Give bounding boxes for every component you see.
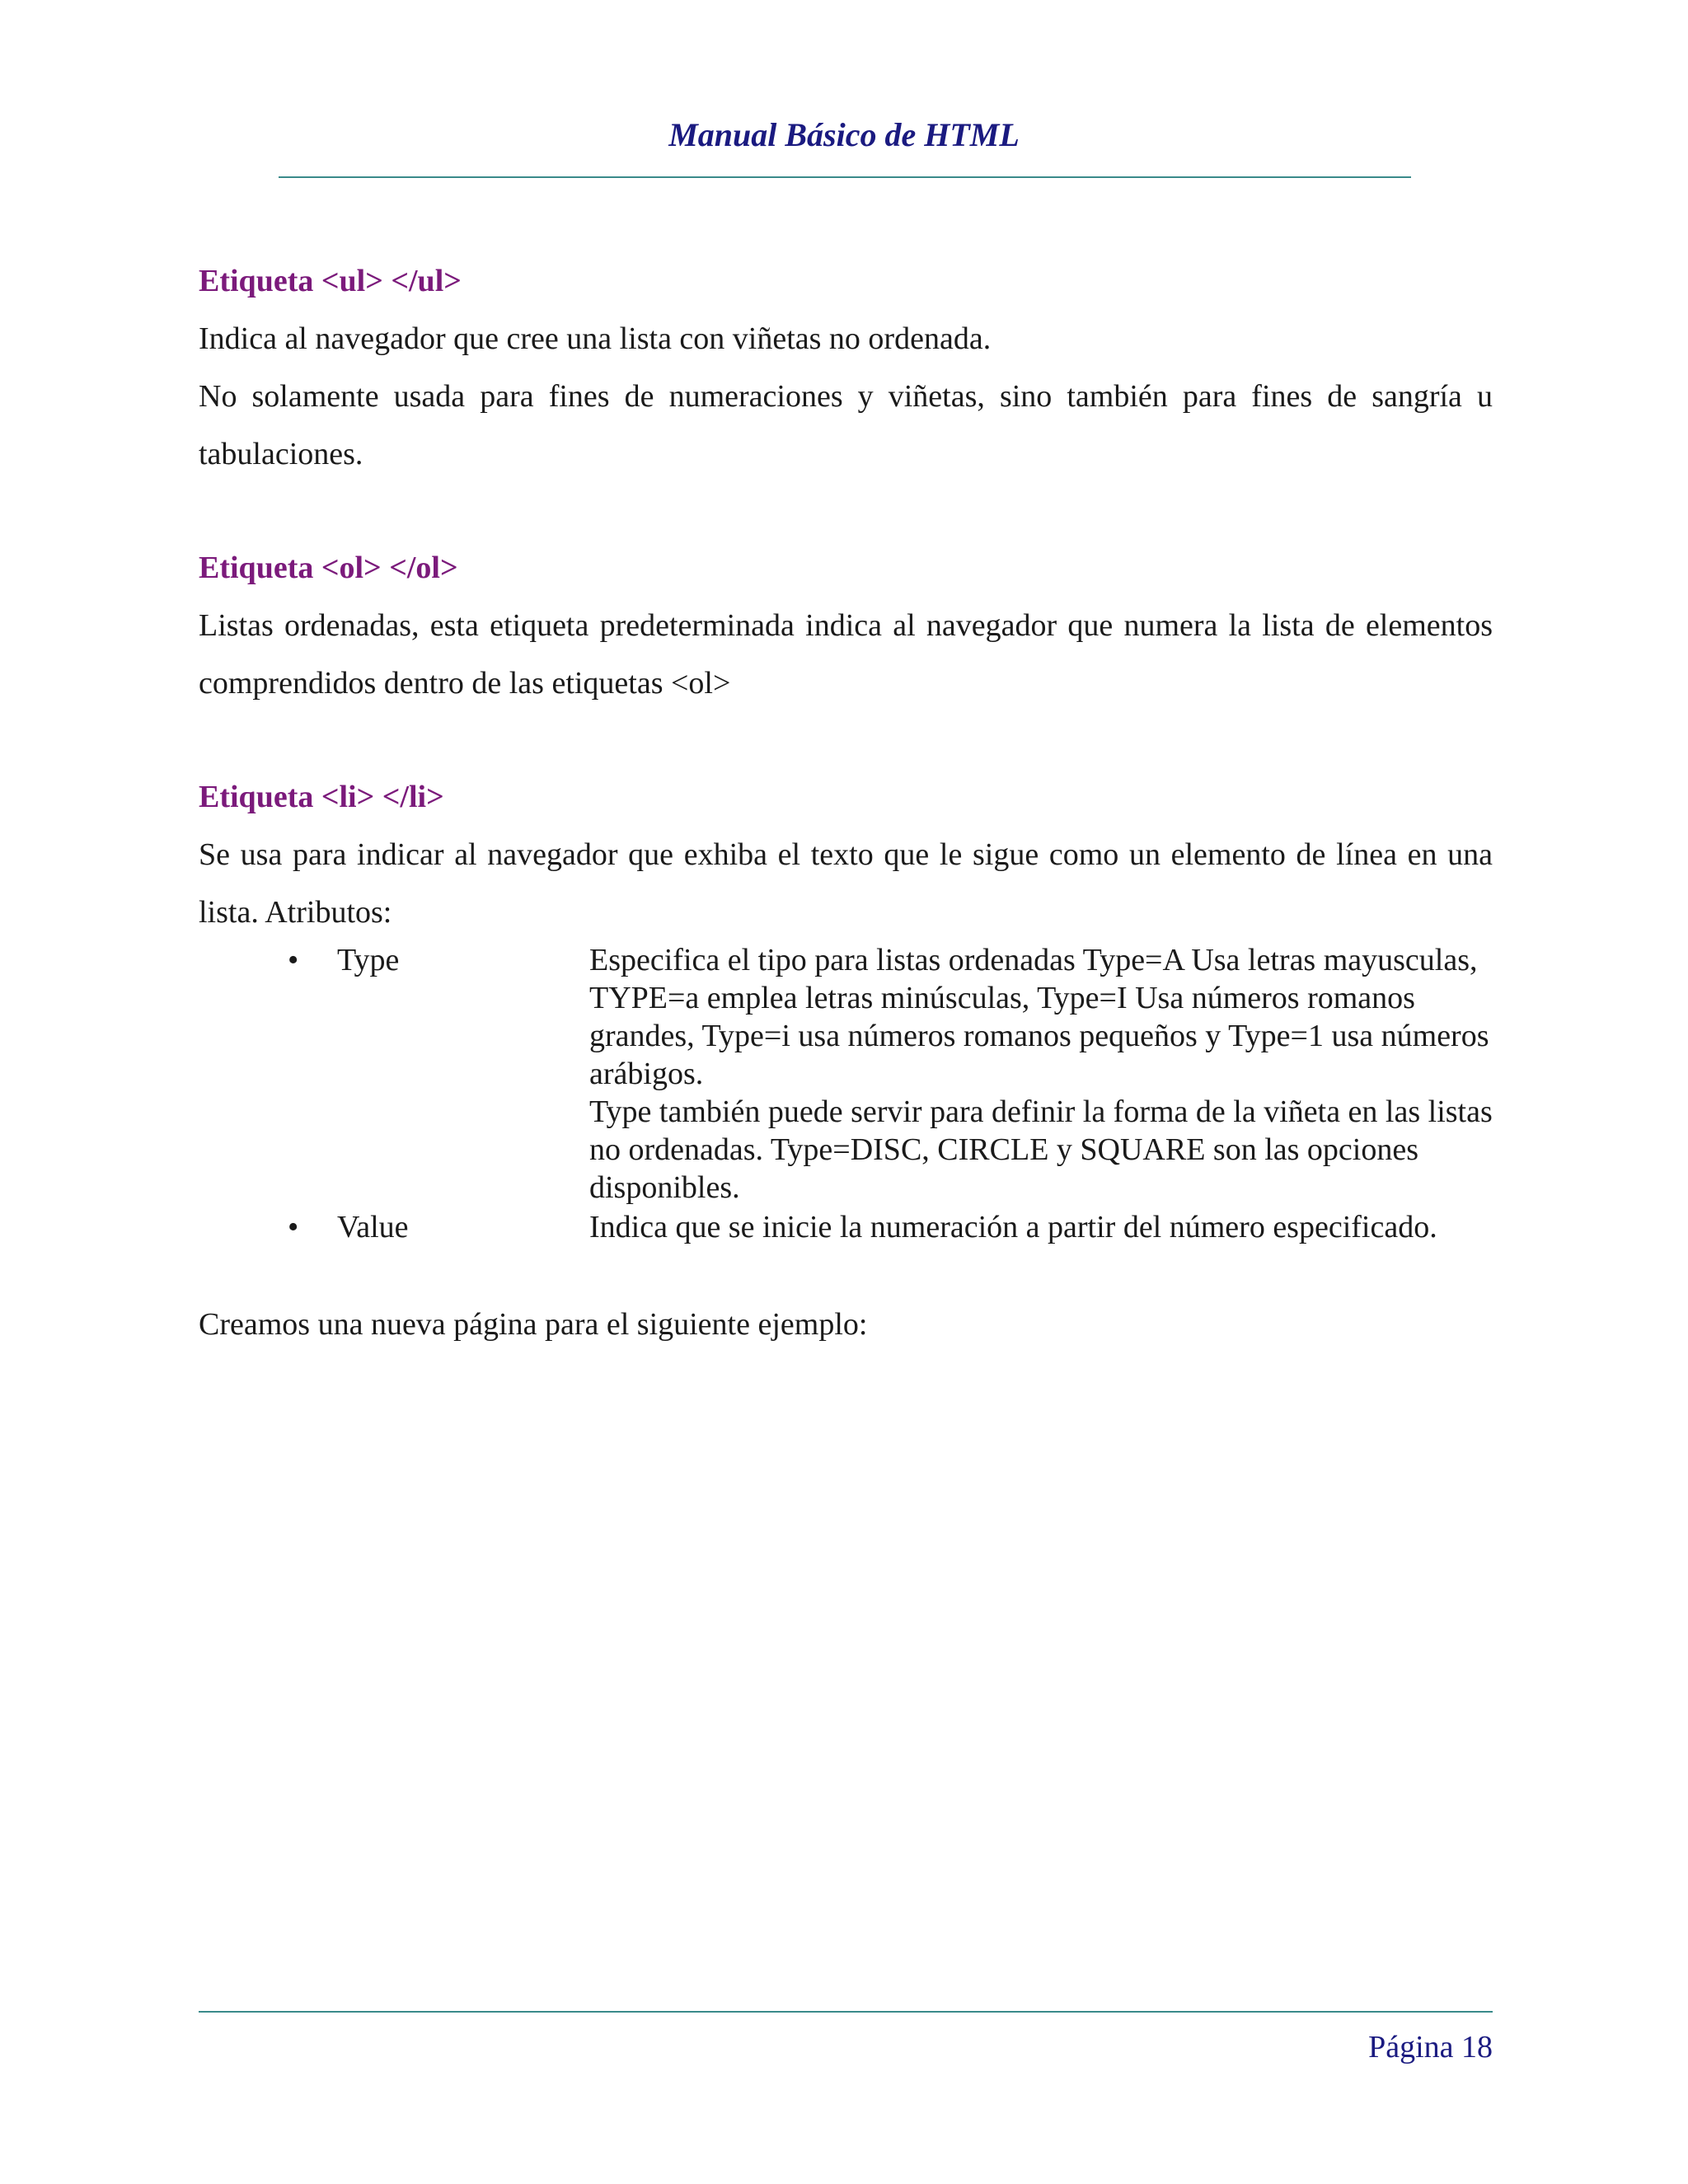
attribute-item-type: [199, 941, 1493, 1207]
section-paragraph: No solamente usada para fines de numeraciones y viñetas, sino también para fines de sangría u tabulaciones.: [199, 379, 1493, 471]
attribute-description-text: Indica que se inicie la numeración a partir del número especificado.: [589, 1210, 1437, 1244]
attribute-description-text: Type también puede servir para definir la forma de la viñeta en las listas no ordenadas. Type=DISC, CIRCLE y SQUARE son las opciones disponibles.: [589, 1094, 1493, 1205]
section-paragraph: Listas ordenadas, esta etiqueta predeterminada indica al navegador que numera la lista de elementos comprendidos dentro de las etiquetas <ol>: [199, 608, 1493, 701]
footer-divider: [199, 2011, 1493, 2013]
bullet-icon: •: [288, 1210, 299, 1244]
document-body: [199, 252, 1493, 1353]
section-heading: Etiqueta <ol> </ol>: [199, 551, 458, 585]
attribute-item-value: [199, 1208, 1493, 1246]
attribute-description-text: Especifica el tipo para listas ordenadas Type=A Usa letras mayusculas, TYPE=a emplea letras minúsculas, Type=I Usa números romanos grandes, Type=i usa números romanos pequeños y Type=1 usa números arábigos.: [589, 943, 1489, 1091]
attribute-name: Value: [337, 1210, 409, 1244]
attribute-name: Type: [337, 943, 400, 977]
section-ol: [199, 539, 1493, 712]
section-paragraph: Se usa para indicar al navegador que exhiba el texto que le sigue como un elemento de línea en una lista. Atributos:: [199, 837, 1493, 930]
section-heading: Etiqueta <ul> </ul>: [199, 264, 462, 298]
closing-paragraph: Creamos una nueva página para el siguiente ejemplo:: [199, 1307, 868, 1342]
attribute-list: [199, 941, 1493, 1246]
bullet-icon: •: [288, 943, 299, 977]
attribute-description: [589, 1208, 1493, 1246]
page-number: Página 18: [1368, 2030, 1493, 2064]
page-header-title: Manual Básico de HTML: [668, 116, 1020, 153]
section-heading: Etiqueta <li> </li>: [199, 780, 444, 814]
section-paragraph: Indica al navegador que cree una lista con viñetas no ordenada.: [199, 321, 992, 356]
attribute-description: [589, 941, 1493, 1207]
section-li: [199, 768, 1493, 1353]
header-divider: [279, 176, 1411, 178]
section-ul: [199, 252, 1493, 483]
